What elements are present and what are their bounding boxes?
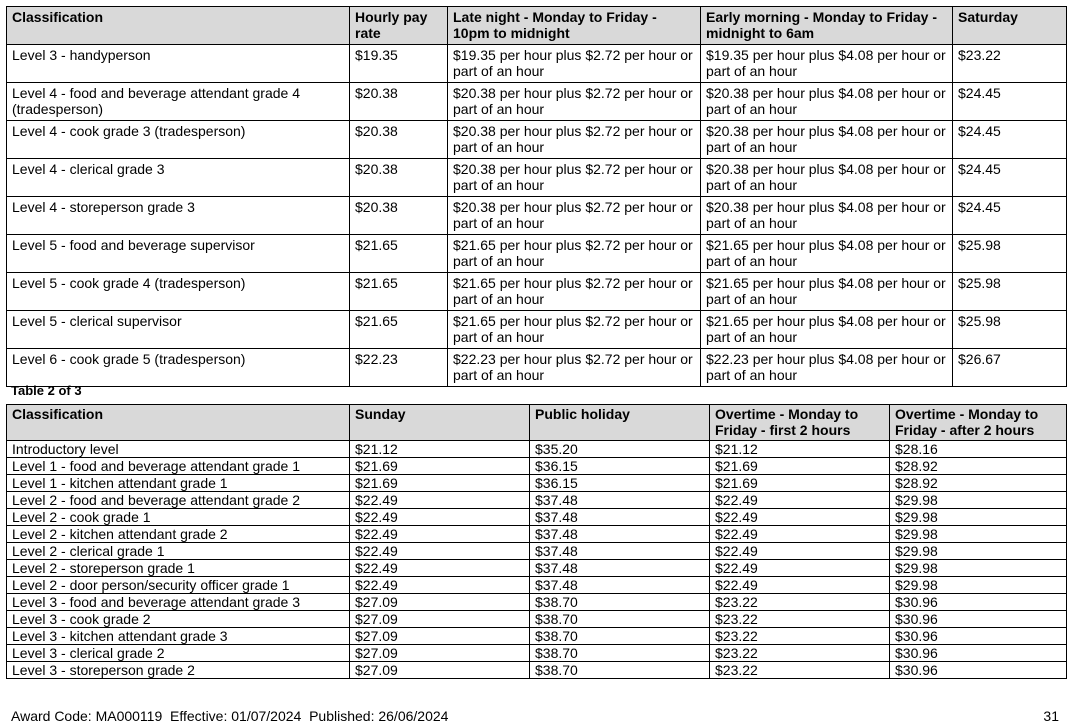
table-cell: $22.49 — [710, 560, 890, 577]
table-cell: $20.38 per hour plus $2.72 per hour or part of an hour — [448, 197, 701, 235]
table-cell: $19.35 per hour plus $4.08 per hour or part of an hour — [701, 45, 953, 83]
table-cell: $22.49 — [710, 577, 890, 594]
table-cell: $21.69 — [710, 475, 890, 492]
table-cell: $36.15 — [530, 475, 710, 492]
table-cell: $27.09 — [350, 594, 530, 611]
table-cell: $22.49 — [710, 492, 890, 509]
table-cell: $37.48 — [530, 509, 710, 526]
table-cell: $23.22 — [710, 645, 890, 662]
pay-rates-table-1 — [6, 6, 1067, 387]
table-row — [7, 526, 1067, 543]
table-cell: Level 2 - door person/security officer grade 1 — [7, 577, 350, 594]
table-cell: $21.65 per hour plus $4.08 per hour or part of an hour — [701, 311, 953, 349]
table-cell: $38.70 — [530, 611, 710, 628]
table-row — [7, 197, 1067, 235]
table-cell: $21.65 per hour plus $4.08 per hour or part of an hour — [701, 273, 953, 311]
table-cell: $21.65 per hour plus $2.72 per hour or part of an hour — [448, 311, 701, 349]
table-cell: $37.48 — [530, 577, 710, 594]
table-cell: $20.38 — [350, 197, 448, 235]
header-overtime-after-2-hours: Overtime - Monday to Friday - after 2 hours — [890, 405, 1067, 441]
table-cell: $26.67 — [953, 349, 1067, 387]
table-cell: Level 1 - food and beverage attendant grade 1 — [7, 458, 350, 475]
table-cell: Level 2 - kitchen attendant grade 2 — [7, 526, 350, 543]
table-row — [7, 560, 1067, 577]
table-cell: $29.98 — [890, 560, 1067, 577]
table-cell: $29.98 — [890, 543, 1067, 560]
table-cell: Level 3 - cook grade 2 — [7, 611, 350, 628]
table-cell: $29.98 — [890, 492, 1067, 509]
header-late-night: Late night - Monday to Friday - 10pm to midnight — [448, 7, 701, 45]
table-body — [7, 441, 1067, 679]
table-cell: $30.96 — [890, 594, 1067, 611]
table-cell: Level 2 - clerical grade 1 — [7, 543, 350, 560]
table-cell: $21.12 — [710, 441, 890, 458]
table-cell: $19.35 — [350, 45, 448, 83]
table-cell: Level 2 - cook grade 1 — [7, 509, 350, 526]
header-early-morning: Early morning - Monday to Friday - midnight to 6am — [701, 7, 953, 45]
table-cell: $20.38 per hour plus $4.08 per hour or part of an hour — [701, 159, 953, 197]
table-cell: $30.96 — [890, 645, 1067, 662]
table-cell: $24.45 — [953, 197, 1067, 235]
pay-rates-table-2 — [6, 404, 1067, 679]
table-cell: $27.09 — [350, 645, 530, 662]
table-cell: $20.38 per hour plus $4.08 per hour or part of an hour — [701, 83, 953, 121]
table-row — [7, 45, 1067, 83]
table-cell: $21.69 — [710, 458, 890, 475]
table-cell: $21.65 per hour plus $2.72 per hour or part of an hour — [448, 235, 701, 273]
table-row — [7, 441, 1067, 458]
table-cell: $21.65 — [350, 311, 448, 349]
table-cell: $21.65 — [350, 235, 448, 273]
table-cell: $23.22 — [710, 628, 890, 645]
table-row — [7, 611, 1067, 628]
table-cell: $21.69 — [350, 458, 530, 475]
table-cell: $37.48 — [530, 492, 710, 509]
table-row — [7, 543, 1067, 560]
table-cell: $23.22 — [710, 611, 890, 628]
table-row — [7, 662, 1067, 679]
header-classification: Classification — [7, 405, 350, 441]
table-caption: Table 2 of 3 — [11, 383, 82, 398]
table-cell: $25.98 — [953, 235, 1067, 273]
table-cell: $22.49 — [350, 577, 530, 594]
table-cell: $37.48 — [530, 543, 710, 560]
table-cell: $20.38 — [350, 121, 448, 159]
header-hourly-pay-rate: Hourly pay rate — [350, 7, 448, 45]
table-cell: $29.98 — [890, 526, 1067, 543]
table-cell: Level 3 - handyperson — [7, 45, 350, 83]
table-cell: Level 5 - food and beverage supervisor — [7, 235, 350, 273]
table-cell: $22.23 per hour plus $2.72 per hour or part of an hour — [448, 349, 701, 387]
table-cell: $21.65 per hour plus $4.08 per hour or part of an hour — [701, 235, 953, 273]
table-cell: $20.38 per hour plus $2.72 per hour or part of an hour — [448, 121, 701, 159]
table-cell: $22.23 per hour plus $4.08 per hour or part of an hour — [701, 349, 953, 387]
table-cell: $22.49 — [350, 509, 530, 526]
table-row — [7, 475, 1067, 492]
table-cell: $25.98 — [953, 311, 1067, 349]
table-cell: $22.49 — [350, 560, 530, 577]
table-cell: $37.48 — [530, 526, 710, 543]
table-cell: $22.23 — [350, 349, 448, 387]
table-row — [7, 273, 1067, 311]
table-cell: $20.38 — [350, 83, 448, 121]
table-cell: Level 3 - food and beverage attendant grade 3 — [7, 594, 350, 611]
table-cell: Level 4 - clerical grade 3 — [7, 159, 350, 197]
table-cell: $28.92 — [890, 475, 1067, 492]
header-overtime-first-2-hours: Overtime - Monday to Friday - first 2 hours — [710, 405, 890, 441]
table-cell: Level 5 - cook grade 4 (tradesperson) — [7, 273, 350, 311]
table-cell: $25.98 — [953, 273, 1067, 311]
table-cell: $36.15 — [530, 458, 710, 475]
header-classification: Classification — [7, 7, 350, 45]
table-cell: $27.09 — [350, 628, 530, 645]
page-number: 31 — [1043, 708, 1059, 724]
table-cell: $20.38 per hour plus $2.72 per hour or part of an hour — [448, 159, 701, 197]
table-cell: $20.38 per hour plus $2.72 per hour or part of an hour — [448, 83, 701, 121]
table-cell: $30.96 — [890, 662, 1067, 679]
table-cell: $35.20 — [530, 441, 710, 458]
table-row — [7, 492, 1067, 509]
table-cell: $21.65 — [350, 273, 448, 311]
header-public-holiday: Public holiday — [530, 405, 710, 441]
table-cell: $29.98 — [890, 509, 1067, 526]
table-cell: $24.45 — [953, 83, 1067, 121]
table-row — [7, 349, 1067, 387]
table-cell: Level 5 - clerical supervisor — [7, 311, 350, 349]
table-cell: $30.96 — [890, 628, 1067, 645]
table-cell: $27.09 — [350, 611, 530, 628]
table-cell: $28.16 — [890, 441, 1067, 458]
table-cell: $29.98 — [890, 577, 1067, 594]
table-row — [7, 628, 1067, 645]
table-cell: Level 3 - clerical grade 2 — [7, 645, 350, 662]
table-body — [7, 45, 1067, 387]
table-row — [7, 645, 1067, 662]
page-footer — [11, 708, 1059, 724]
table-cell: $21.69 — [350, 475, 530, 492]
table-cell: Level 1 - kitchen attendant grade 1 — [7, 475, 350, 492]
table-cell: Level 4 - food and beverage attendant grade 4 (tradesperson) — [7, 83, 350, 121]
table-row — [7, 159, 1067, 197]
table-cell: $30.96 — [890, 611, 1067, 628]
table-row — [7, 509, 1067, 526]
table-row — [7, 121, 1067, 159]
table-cell: $22.49 — [710, 543, 890, 560]
table-cell: $22.49 — [350, 543, 530, 560]
table-cell: $38.70 — [530, 628, 710, 645]
table-cell: Level 3 - kitchen attendant grade 3 — [7, 628, 350, 645]
table-cell: $23.22 — [953, 45, 1067, 83]
table-cell: Level 3 - storeperson grade 2 — [7, 662, 350, 679]
header-sunday: Sunday — [350, 405, 530, 441]
table-row — [7, 83, 1067, 121]
table-cell: Level 4 - cook grade 3 (tradesperson) — [7, 121, 350, 159]
table-cell: $38.70 — [530, 662, 710, 679]
table-row — [7, 311, 1067, 349]
table-row — [7, 235, 1067, 273]
table-cell: $27.09 — [350, 662, 530, 679]
table-cell: $28.92 — [890, 458, 1067, 475]
table-cell: $22.49 — [710, 526, 890, 543]
table-cell: $38.70 — [530, 645, 710, 662]
table-cell: $20.38 — [350, 159, 448, 197]
table-cell: $24.45 — [953, 159, 1067, 197]
table-cell: $37.48 — [530, 560, 710, 577]
header-saturday: Saturday — [953, 7, 1067, 45]
award-info: Award Code: MA000119 Effective: 01/07/2024 Published: 26/06/2024 — [11, 708, 449, 724]
table-header-row — [7, 7, 1067, 45]
table-cell: Level 2 - storeperson grade 1 — [7, 560, 350, 577]
table-cell: $19.35 per hour plus $2.72 per hour or part of an hour — [448, 45, 701, 83]
table-cell: $21.12 — [350, 441, 530, 458]
table-cell: $20.38 per hour plus $4.08 per hour or part of an hour — [701, 121, 953, 159]
table-cell: $20.38 per hour plus $4.08 per hour or part of an hour — [701, 197, 953, 235]
table-cell: Level 2 - food and beverage attendant grade 2 — [7, 492, 350, 509]
table-header-row — [7, 405, 1067, 441]
table-cell: $21.65 per hour plus $2.72 per hour or part of an hour — [448, 273, 701, 311]
table-cell: $22.49 — [710, 509, 890, 526]
table-cell: $24.45 — [953, 121, 1067, 159]
table-row — [7, 458, 1067, 475]
table-cell: $23.22 — [710, 662, 890, 679]
table-cell: Level 6 - cook grade 5 (tradesperson) — [7, 349, 350, 387]
table-cell: Introductory level — [7, 441, 350, 458]
table-cell: $23.22 — [710, 594, 890, 611]
table-cell: Level 4 - storeperson grade 3 — [7, 197, 350, 235]
table-cell: $22.49 — [350, 526, 530, 543]
table-row — [7, 577, 1067, 594]
table-row — [7, 594, 1067, 611]
table-cell: $38.70 — [530, 594, 710, 611]
table-cell: $22.49 — [350, 492, 530, 509]
